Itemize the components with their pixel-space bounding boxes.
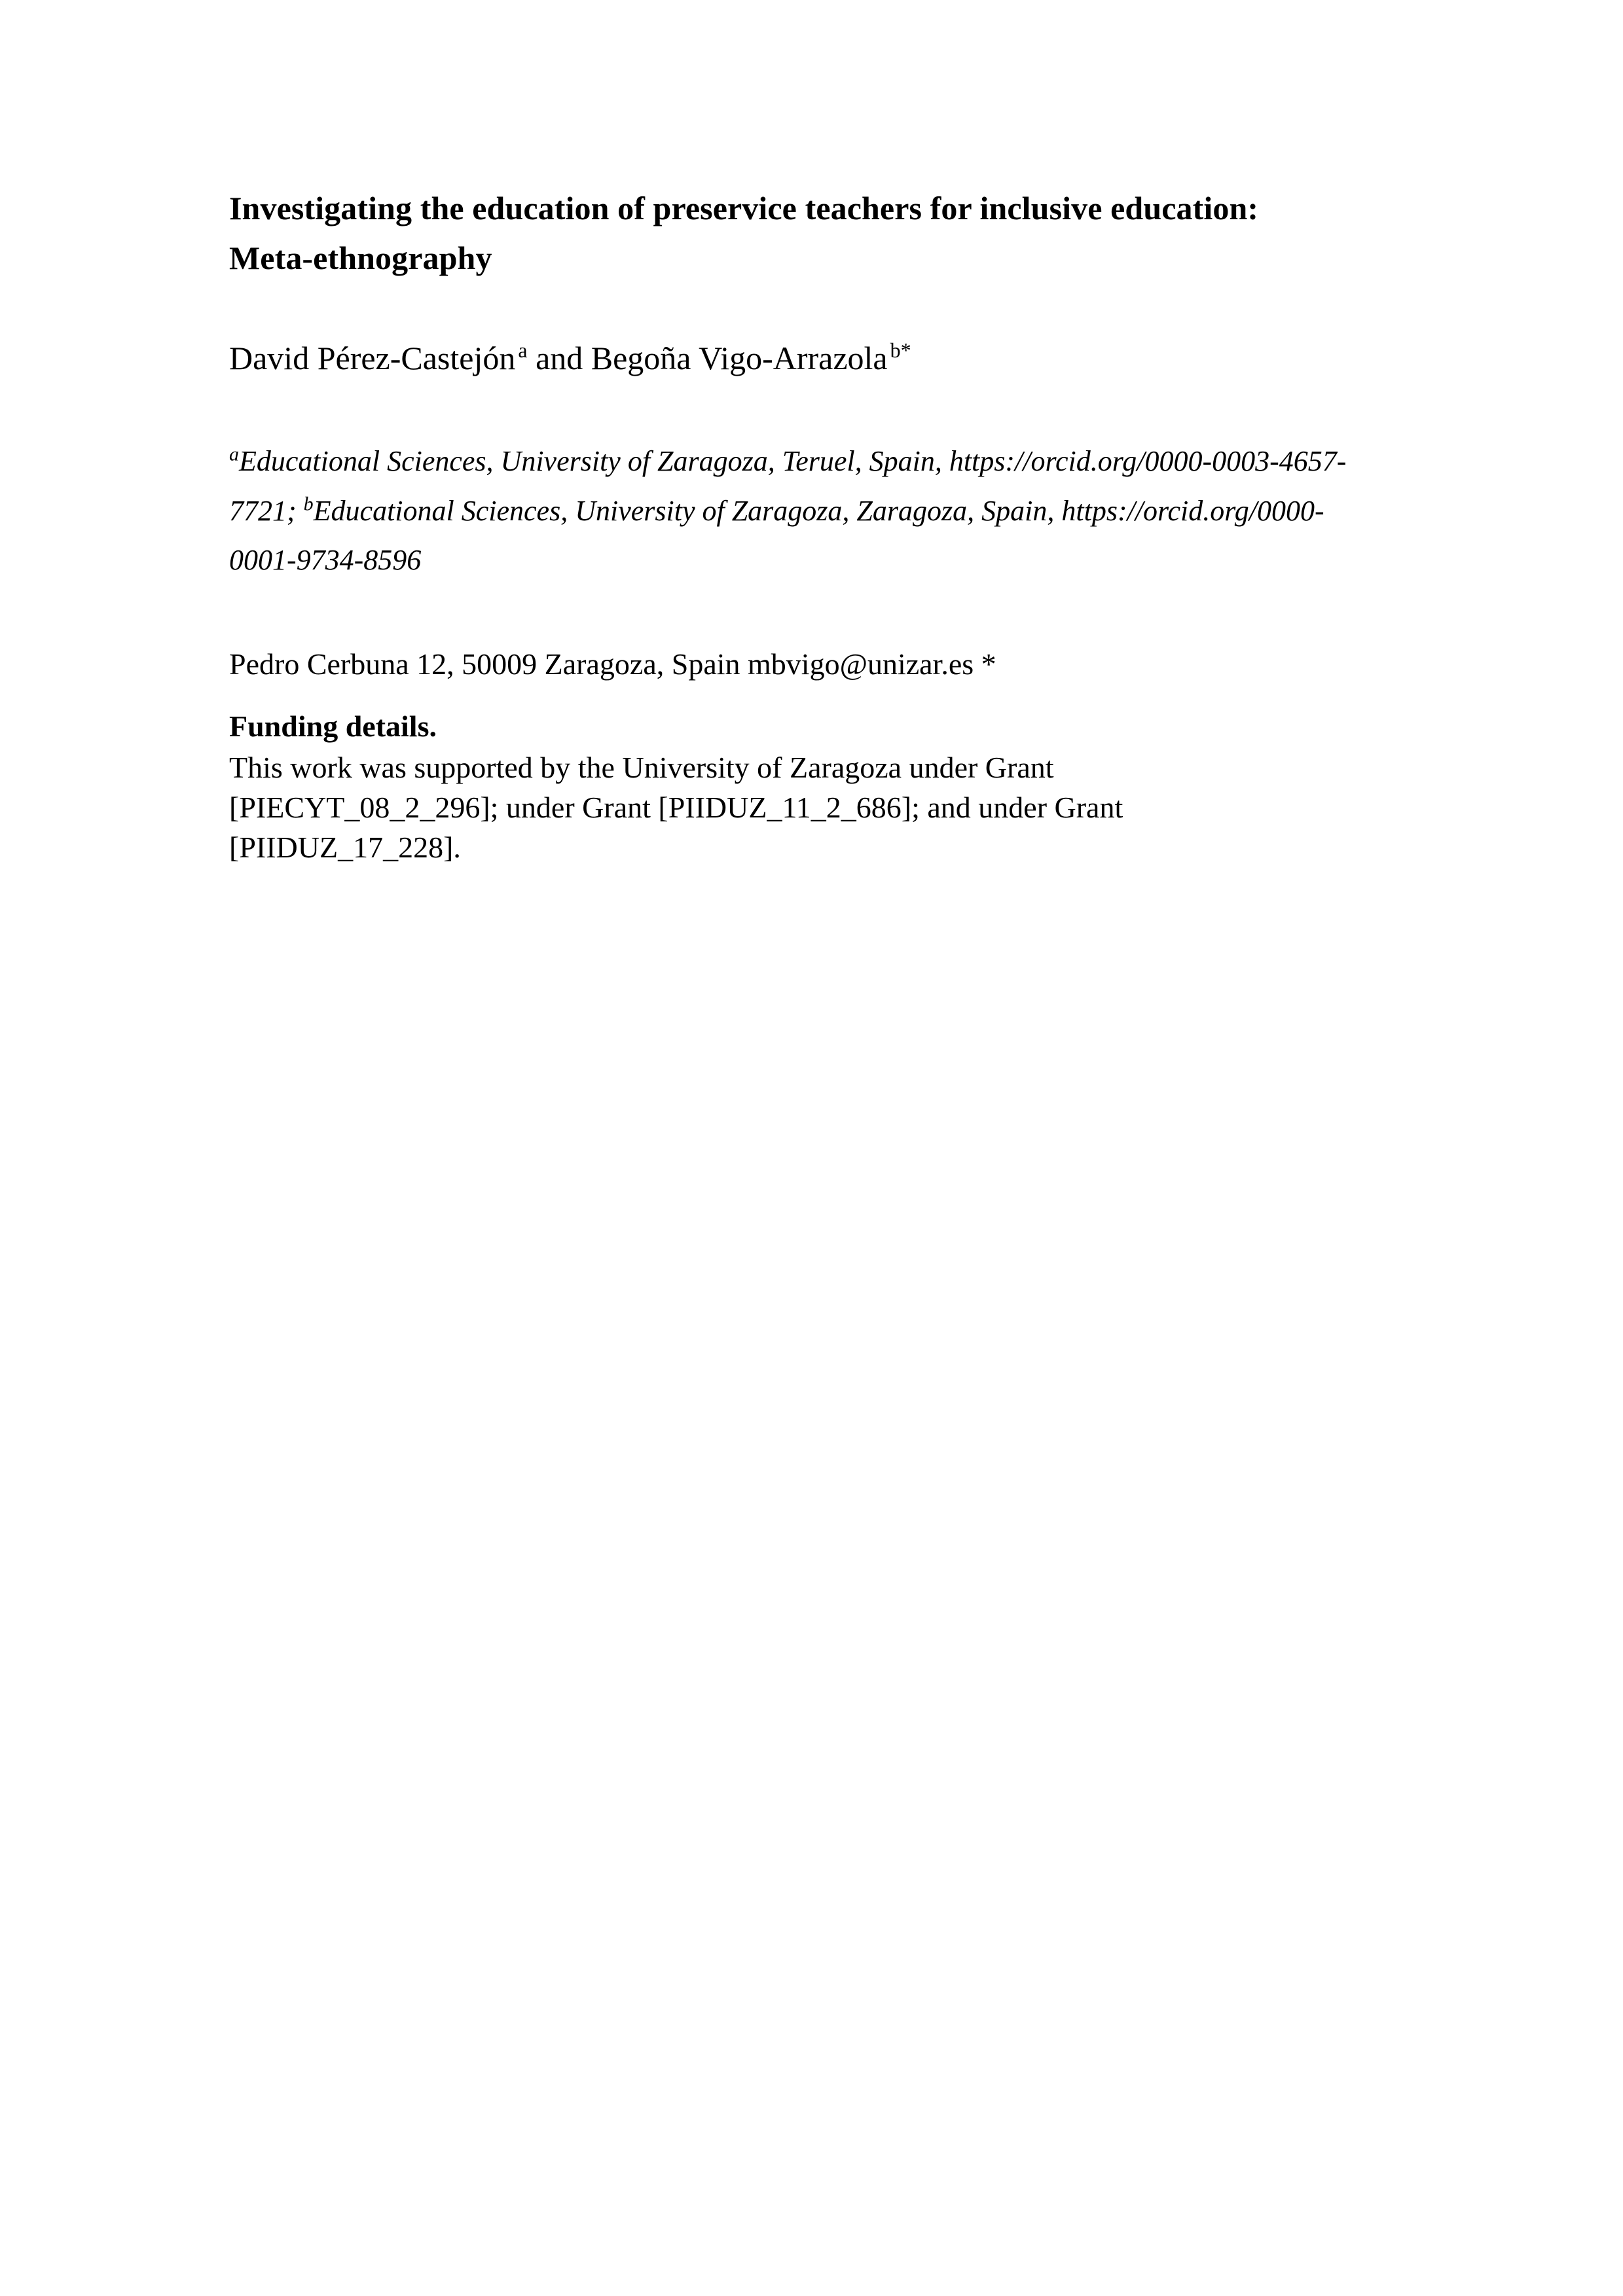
author-affiliation-marker-a: a	[518, 338, 528, 363]
affiliation-text-b: Educational Sciences, University of Zaragoza, Zaragoza, Spain, https://orcid.org/0000-0001-9734-8596	[229, 494, 1324, 577]
author-affiliation-marker-b: b*	[890, 338, 911, 363]
affiliation-block	[229, 437, 1381, 585]
author-name-2: Begoña Vigo-Arrazola	[591, 340, 888, 376]
corresponding-author-contact: Pedro Cerbuna 12, 50009 Zaragoza, Spain mbvigo@unizar.es *	[229, 647, 996, 681]
author-conjunction: and	[527, 340, 591, 376]
funding-details-text: This work was supported by the University of Zaragoza under Grant [PIECYT_08_2_296]; under Grant [PIIDUZ_11_2_686]; and under Grant [PIIDUZ_17_228].	[229, 751, 1123, 864]
affiliation-marker-b: b	[303, 493, 314, 515]
affiliation-marker-a: a	[229, 443, 239, 465]
affiliation-text-a: Educational Sciences, University of Zaragoza, Teruel, Spain, https://orcid.org/0000-0003-4657-7721;	[229, 445, 1347, 527]
author-name-1: David Pérez-Castejón	[229, 340, 516, 376]
author-list	[229, 334, 1407, 383]
funding-heading: Funding details.	[229, 709, 437, 744]
page-title: Investigating the education of preservice teachers for inclusive education: Meta-ethnography	[229, 190, 1259, 276]
